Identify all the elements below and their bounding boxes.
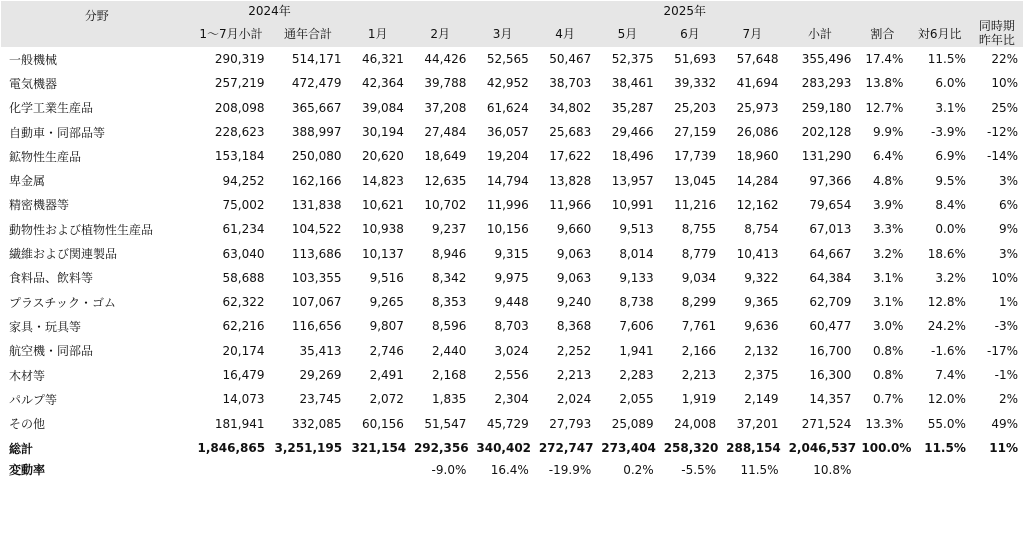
value-cell: 514,171: [291, 52, 342, 67]
value-cell: 18.6%: [927, 246, 966, 261]
value-cell: 9,063: [556, 246, 592, 261]
value-cell: 9,034: [681, 270, 717, 285]
value-cell: 34,802: [549, 100, 592, 115]
value-cell: 2,556: [494, 368, 529, 382]
value-cell: 16.4%: [490, 462, 529, 477]
value-cell: 3%: [998, 246, 1018, 261]
value-cell: 7.4%: [935, 368, 966, 382]
category-cell: 航空機・同部品: [9, 344, 94, 359]
value-cell: 52,375: [611, 52, 654, 67]
value-cell: 257,219: [214, 76, 265, 91]
value-cell: 2,746: [369, 343, 404, 358]
value-cell: 13.8%: [865, 76, 904, 91]
value-cell: 38,703: [549, 76, 592, 91]
value-cell: 9,365: [744, 295, 779, 310]
value-cell: 6.9%: [935, 149, 966, 164]
value-cell: 2,168: [432, 368, 467, 382]
value-cell: 17,622: [549, 149, 592, 164]
value-cell: 8,738: [619, 295, 654, 310]
value-cell: 52,565: [486, 52, 529, 67]
value-cell: -14%: [986, 149, 1018, 164]
col-header: 7月: [721, 19, 783, 47]
value-cell: 9,063: [556, 270, 592, 285]
value-cell: 103,355: [291, 270, 342, 285]
value-cell: -3.9%: [931, 125, 966, 140]
value-cell: 0.8%: [872, 368, 904, 382]
value-cell: 0.8%: [872, 343, 904, 358]
value-cell: 17,739: [674, 149, 717, 164]
value-cell: 9,240: [556, 295, 592, 310]
value-cell: 2,132: [744, 343, 779, 358]
value-cell: 131,838: [291, 197, 342, 212]
value-cell: 388,997: [291, 125, 342, 140]
value-cell: 23,745: [299, 392, 342, 407]
col-header: 小計: [784, 19, 857, 47]
value-cell: 9.5%: [935, 173, 966, 188]
category-cell: その他: [9, 417, 46, 432]
value-cell: 2,055: [619, 392, 654, 407]
value-cell: -1.6%: [931, 343, 966, 358]
value-cell: 3.1%: [872, 270, 904, 285]
value-cell: 2%: [998, 392, 1018, 407]
value-cell: 13,828: [549, 173, 592, 188]
value-cell: 259,180: [801, 100, 852, 115]
value-cell: 3.2%: [935, 270, 966, 285]
value-cell: 340,402: [476, 441, 532, 456]
value-cell: 24,008: [674, 416, 717, 431]
value-cell: -5.5%: [681, 462, 717, 477]
value-cell: 9,133: [619, 270, 654, 285]
value-cell: 332,085: [291, 416, 342, 431]
value-cell: 11%: [989, 441, 1018, 456]
value-cell: 61,234: [222, 222, 265, 237]
value-cell: 25%: [991, 100, 1018, 115]
value-cell: 3.2%: [872, 246, 904, 261]
value-cell: 3.0%: [872, 319, 904, 334]
value-cell: 38,461: [611, 76, 654, 91]
value-cell: 3.1%: [872, 295, 904, 310]
value-cell: 365,667: [291, 100, 342, 115]
value-cell: 3.9%: [872, 197, 904, 212]
value-cell: 2,213: [681, 368, 717, 382]
category-cell: 総計: [9, 441, 34, 456]
value-cell: 1,941: [619, 343, 654, 358]
value-cell: 58,688: [222, 270, 265, 285]
category-cell: 卑金属: [9, 174, 46, 189]
value-cell: 55.0%: [927, 416, 966, 431]
value-cell: 14,794: [486, 173, 529, 188]
value-cell: 116,656: [291, 319, 342, 334]
value-cell: [347, 461, 409, 479]
category-cell: 繊維および関連製品: [9, 247, 118, 262]
value-cell: 131,290: [801, 149, 852, 164]
table-row: [1, 266, 1023, 290]
value-cell: 2,072: [369, 392, 404, 407]
table-row: [1, 217, 1023, 241]
value-cell: 9,265: [369, 295, 404, 310]
value-cell: 8,368: [556, 319, 592, 334]
value-cell: 13.3%: [865, 416, 904, 431]
value-cell: 12,635: [424, 173, 467, 188]
value-cell: 8,946: [432, 246, 467, 261]
category-header: 分野: [1, 1, 192, 47]
value-cell: 0.7%: [872, 392, 904, 407]
total-row: [1, 436, 1023, 461]
value-cell: [269, 461, 346, 479]
value-cell: 25,089: [611, 416, 654, 431]
table-row: [1, 71, 1023, 95]
value-cell: 16,700: [809, 343, 852, 358]
table-row: [1, 314, 1023, 338]
value-cell: 8,353: [432, 295, 467, 310]
table-row: [1, 387, 1023, 411]
value-cell: 7,606: [619, 319, 654, 334]
value-cell: 27,793: [549, 416, 592, 431]
value-cell: 9,448: [494, 295, 529, 310]
value-cell: -9.0%: [431, 462, 467, 477]
value-cell: 273,404: [601, 441, 656, 456]
value-cell: 97,366: [809, 173, 852, 188]
value-cell: 3,024: [494, 343, 529, 358]
value-cell: [908, 461, 970, 479]
value-cell: [971, 461, 1023, 479]
value-cell: 202,128: [801, 125, 852, 140]
value-cell: 2,252: [556, 343, 592, 358]
table-header: [1, 1, 1023, 47]
value-cell: 12.8%: [927, 295, 966, 310]
category-cell: 家具・玩具等: [9, 319, 82, 334]
value-cell: 42,952: [486, 76, 529, 91]
value-cell: 113,686: [291, 246, 342, 261]
value-cell: 39,332: [674, 76, 717, 91]
value-cell: 10%: [991, 76, 1018, 91]
value-cell: 9,322: [744, 270, 779, 285]
category-cell: 電気機器: [9, 76, 58, 91]
category-cell: 動物性および植物性生産品: [9, 222, 154, 237]
value-cell: 16,300: [809, 368, 852, 382]
value-cell: 6.4%: [872, 149, 904, 164]
value-cell: 14,357: [809, 392, 852, 407]
category-cell: 食料品、飲料等: [9, 271, 94, 286]
value-cell: 271,524: [801, 416, 852, 431]
value-cell: 7,761: [681, 319, 717, 334]
value-cell: -1%: [994, 368, 1018, 382]
value-cell: 37,208: [424, 100, 467, 115]
value-cell: 0.0%: [935, 222, 966, 237]
value-cell: 2,375: [744, 368, 779, 382]
value-cell: 64,667: [809, 246, 852, 261]
value-cell: 8,596: [432, 319, 467, 334]
value-cell: 250,080: [291, 149, 342, 164]
value-cell: 6%: [998, 197, 1018, 212]
value-cell: 1,846,865: [197, 441, 266, 456]
value-cell: 107,067: [291, 295, 342, 310]
value-cell: 9,636: [744, 319, 779, 334]
value-cell: 9,807: [369, 319, 404, 334]
value-cell: 22%: [991, 52, 1018, 67]
change-rate-row: [1, 461, 1023, 479]
value-cell: 10,413: [736, 246, 779, 261]
category-cell: 一般機械: [9, 52, 58, 67]
value-cell: -17%: [986, 343, 1018, 358]
value-cell: 16,479: [222, 368, 265, 382]
table-body: [1, 47, 1023, 479]
value-cell: 61,624: [486, 100, 529, 115]
value-cell: 162,166: [291, 173, 342, 188]
value-cell: 8,703: [494, 319, 529, 334]
value-cell: 11.5%: [740, 462, 779, 477]
table-row: [1, 168, 1023, 192]
category-cell: 化学工業生産品: [9, 101, 94, 116]
col-header-yoy: [971, 19, 1023, 47]
value-cell: 75,002: [222, 197, 265, 212]
value-cell: 62,709: [809, 295, 852, 310]
value-cell: 14,284: [736, 173, 779, 188]
col-header: 1月: [347, 19, 409, 47]
value-cell: 9,516: [369, 270, 404, 285]
value-cell: 290,319: [214, 52, 265, 67]
value-cell: 25,973: [736, 100, 779, 115]
value-cell: 67,013: [809, 222, 852, 237]
value-cell: 18,649: [424, 149, 467, 164]
category-cell: 変動率: [9, 463, 46, 478]
col-header: 2月: [409, 19, 471, 47]
value-cell: -3%: [994, 319, 1018, 334]
value-cell: 18,960: [736, 149, 779, 164]
value-cell: 2,024: [556, 392, 592, 407]
value-cell: 12.0%: [927, 392, 966, 407]
value-cell: 20,620: [361, 149, 404, 164]
value-cell: 472,479: [291, 76, 342, 91]
value-cell: 17.4%: [865, 52, 904, 67]
table-row: [1, 411, 1023, 435]
col-header: 通年合計: [269, 19, 346, 47]
value-cell: 94,252: [222, 173, 265, 188]
value-cell: 8,342: [432, 270, 467, 285]
value-cell: 272,747: [538, 441, 594, 456]
col-header: 対6月比: [908, 19, 970, 47]
value-cell: 283,293: [801, 76, 852, 91]
value-cell: 2,166: [681, 343, 717, 358]
value-cell: 25,203: [674, 100, 717, 115]
table-row: [1, 241, 1023, 265]
col-header: 3月: [471, 19, 533, 47]
value-cell: 12.7%: [865, 100, 904, 115]
value-cell: 2,304: [494, 392, 529, 407]
col-header: 割合: [856, 19, 908, 47]
value-cell: 9.9%: [872, 125, 904, 140]
value-cell: 10,156: [486, 222, 529, 237]
value-cell: 208,098: [214, 100, 265, 115]
value-cell: 321,154: [351, 441, 407, 456]
value-cell: 13,957: [611, 173, 654, 188]
value-cell: 3.1%: [935, 100, 966, 115]
value-cell: 8,299: [681, 295, 717, 310]
value-cell: 2,283: [619, 368, 654, 382]
value-cell: 11,216: [674, 197, 717, 212]
value-cell: 1,919: [681, 392, 717, 407]
value-cell: 10.8%: [813, 462, 852, 477]
value-cell: 44,426: [424, 52, 467, 67]
table-row: [1, 96, 1023, 120]
value-cell: 51,693: [674, 52, 717, 67]
value-cell: 288,154: [726, 441, 781, 456]
value-cell: 51,547: [424, 416, 467, 431]
value-cell: 181,941: [214, 416, 265, 431]
category-cell: 木材等: [9, 368, 46, 383]
year-2024-header: 2024年: [192, 1, 346, 19]
value-cell: 8,014: [619, 246, 654, 261]
value-cell: 6.0%: [935, 76, 966, 91]
table-row: [1, 290, 1023, 314]
value-cell: 62,322: [222, 295, 265, 310]
value-cell: 11,966: [549, 197, 592, 212]
category-cell: プラスチック・ゴム: [9, 295, 117, 310]
value-cell: 27,159: [674, 125, 717, 140]
value-cell: 62,216: [222, 319, 265, 334]
value-cell: 8.4%: [935, 197, 966, 212]
table-row: [1, 339, 1023, 363]
value-cell: 10,621: [361, 197, 404, 212]
table-row: [1, 120, 1023, 144]
value-cell: 292,356: [413, 441, 469, 456]
value-cell: 36,057: [486, 125, 529, 140]
value-cell: 10,702: [424, 197, 467, 212]
value-cell: 1,835: [432, 392, 467, 407]
value-cell: [856, 461, 908, 479]
value-cell: 37,201: [736, 416, 779, 431]
value-cell: 2,149: [744, 392, 779, 407]
value-cell: 13,045: [674, 173, 717, 188]
value-cell: 46,321: [361, 52, 404, 67]
value-cell: 41,694: [736, 76, 779, 91]
value-cell: 19,204: [486, 149, 529, 164]
category-cell: 精密機器等: [9, 198, 70, 213]
value-cell: 9,315: [494, 246, 529, 261]
value-cell: 258,320: [663, 441, 719, 456]
value-cell: 35,413: [299, 343, 342, 358]
trade-table: [1, 1, 1023, 479]
value-cell: 10,137: [361, 246, 404, 261]
col-header-line: 同時期: [978, 19, 1015, 33]
value-cell: 30,194: [361, 125, 404, 140]
value-cell: 27,484: [424, 125, 467, 140]
value-cell: 2,213: [556, 368, 592, 382]
value-cell: 60,156: [361, 416, 404, 431]
category-cell: 自動車・同部品等: [9, 125, 106, 140]
value-cell: 63,040: [222, 246, 265, 261]
value-cell: 8,755: [681, 222, 717, 237]
value-cell: -12%: [986, 125, 1018, 140]
value-cell: 4.8%: [872, 173, 904, 188]
col-header: 5月: [596, 19, 658, 47]
value-cell: 29,466: [611, 125, 654, 140]
value-cell: 8,779: [681, 246, 717, 261]
value-cell: 11.5%: [927, 52, 966, 67]
value-cell: 100.0%: [861, 441, 912, 456]
value-cell: -19.9%: [548, 462, 592, 477]
value-cell: 24.2%: [927, 319, 966, 334]
col-header-line: 昨年比: [978, 33, 1015, 47]
value-cell: 14,073: [222, 392, 265, 407]
value-cell: 3,251,195: [274, 441, 343, 456]
value-cell: 355,496: [801, 52, 852, 67]
value-cell: [192, 461, 269, 479]
value-cell: 12,162: [736, 197, 779, 212]
value-cell: 11,996: [486, 197, 529, 212]
table-row: [1, 144, 1023, 168]
value-cell: 2,046,537: [788, 441, 857, 456]
year-2025-header: 2025年: [347, 1, 1024, 19]
value-cell: 0.2%: [623, 462, 654, 477]
value-cell: 10,991: [611, 197, 654, 212]
col-header: 4月: [534, 19, 596, 47]
table-row: [1, 193, 1023, 217]
value-cell: 18,496: [611, 149, 654, 164]
col-header: 1〜7月小計: [192, 19, 269, 47]
value-cell: 2,440: [432, 343, 467, 358]
category-cell: パルプ等: [9, 392, 58, 407]
col-header: 6月: [659, 19, 721, 47]
value-cell: 3.3%: [872, 222, 904, 237]
value-cell: 2,491: [369, 368, 404, 382]
value-cell: 26,086: [736, 125, 779, 140]
value-cell: 10,938: [361, 222, 404, 237]
value-cell: 57,648: [736, 52, 779, 67]
value-cell: 39,788: [424, 76, 467, 91]
value-cell: 79,654: [809, 197, 852, 212]
value-cell: 8,754: [744, 222, 779, 237]
value-cell: 9,975: [494, 270, 529, 285]
value-cell: 9,660: [556, 222, 592, 237]
value-cell: 153,184: [214, 149, 265, 164]
value-cell: 3%: [998, 173, 1018, 188]
value-cell: 14,823: [361, 173, 404, 188]
value-cell: 50,467: [549, 52, 592, 67]
value-cell: 228,623: [214, 125, 265, 140]
value-cell: 35,287: [611, 100, 654, 115]
value-cell: 29,269: [299, 368, 342, 382]
value-cell: 64,384: [809, 270, 852, 285]
value-cell: 104,522: [291, 222, 342, 237]
value-cell: 45,729: [486, 416, 529, 431]
value-cell: 1%: [998, 295, 1018, 310]
category-cell: 鉱物性生産品: [9, 149, 82, 164]
value-cell: 20,174: [222, 343, 265, 358]
value-cell: 10%: [991, 270, 1018, 285]
value-cell: 25,683: [549, 125, 592, 140]
value-cell: 39,084: [361, 100, 404, 115]
value-cell: 11.5%: [924, 441, 966, 456]
value-cell: 9,513: [619, 222, 654, 237]
value-cell: 9%: [998, 222, 1018, 237]
table-row: [1, 363, 1023, 387]
value-cell: 9,237: [432, 222, 467, 237]
value-cell: 60,477: [809, 319, 852, 334]
value-cell: 42,364: [361, 76, 404, 91]
table-row: [1, 47, 1023, 71]
value-cell: 49%: [991, 416, 1018, 431]
